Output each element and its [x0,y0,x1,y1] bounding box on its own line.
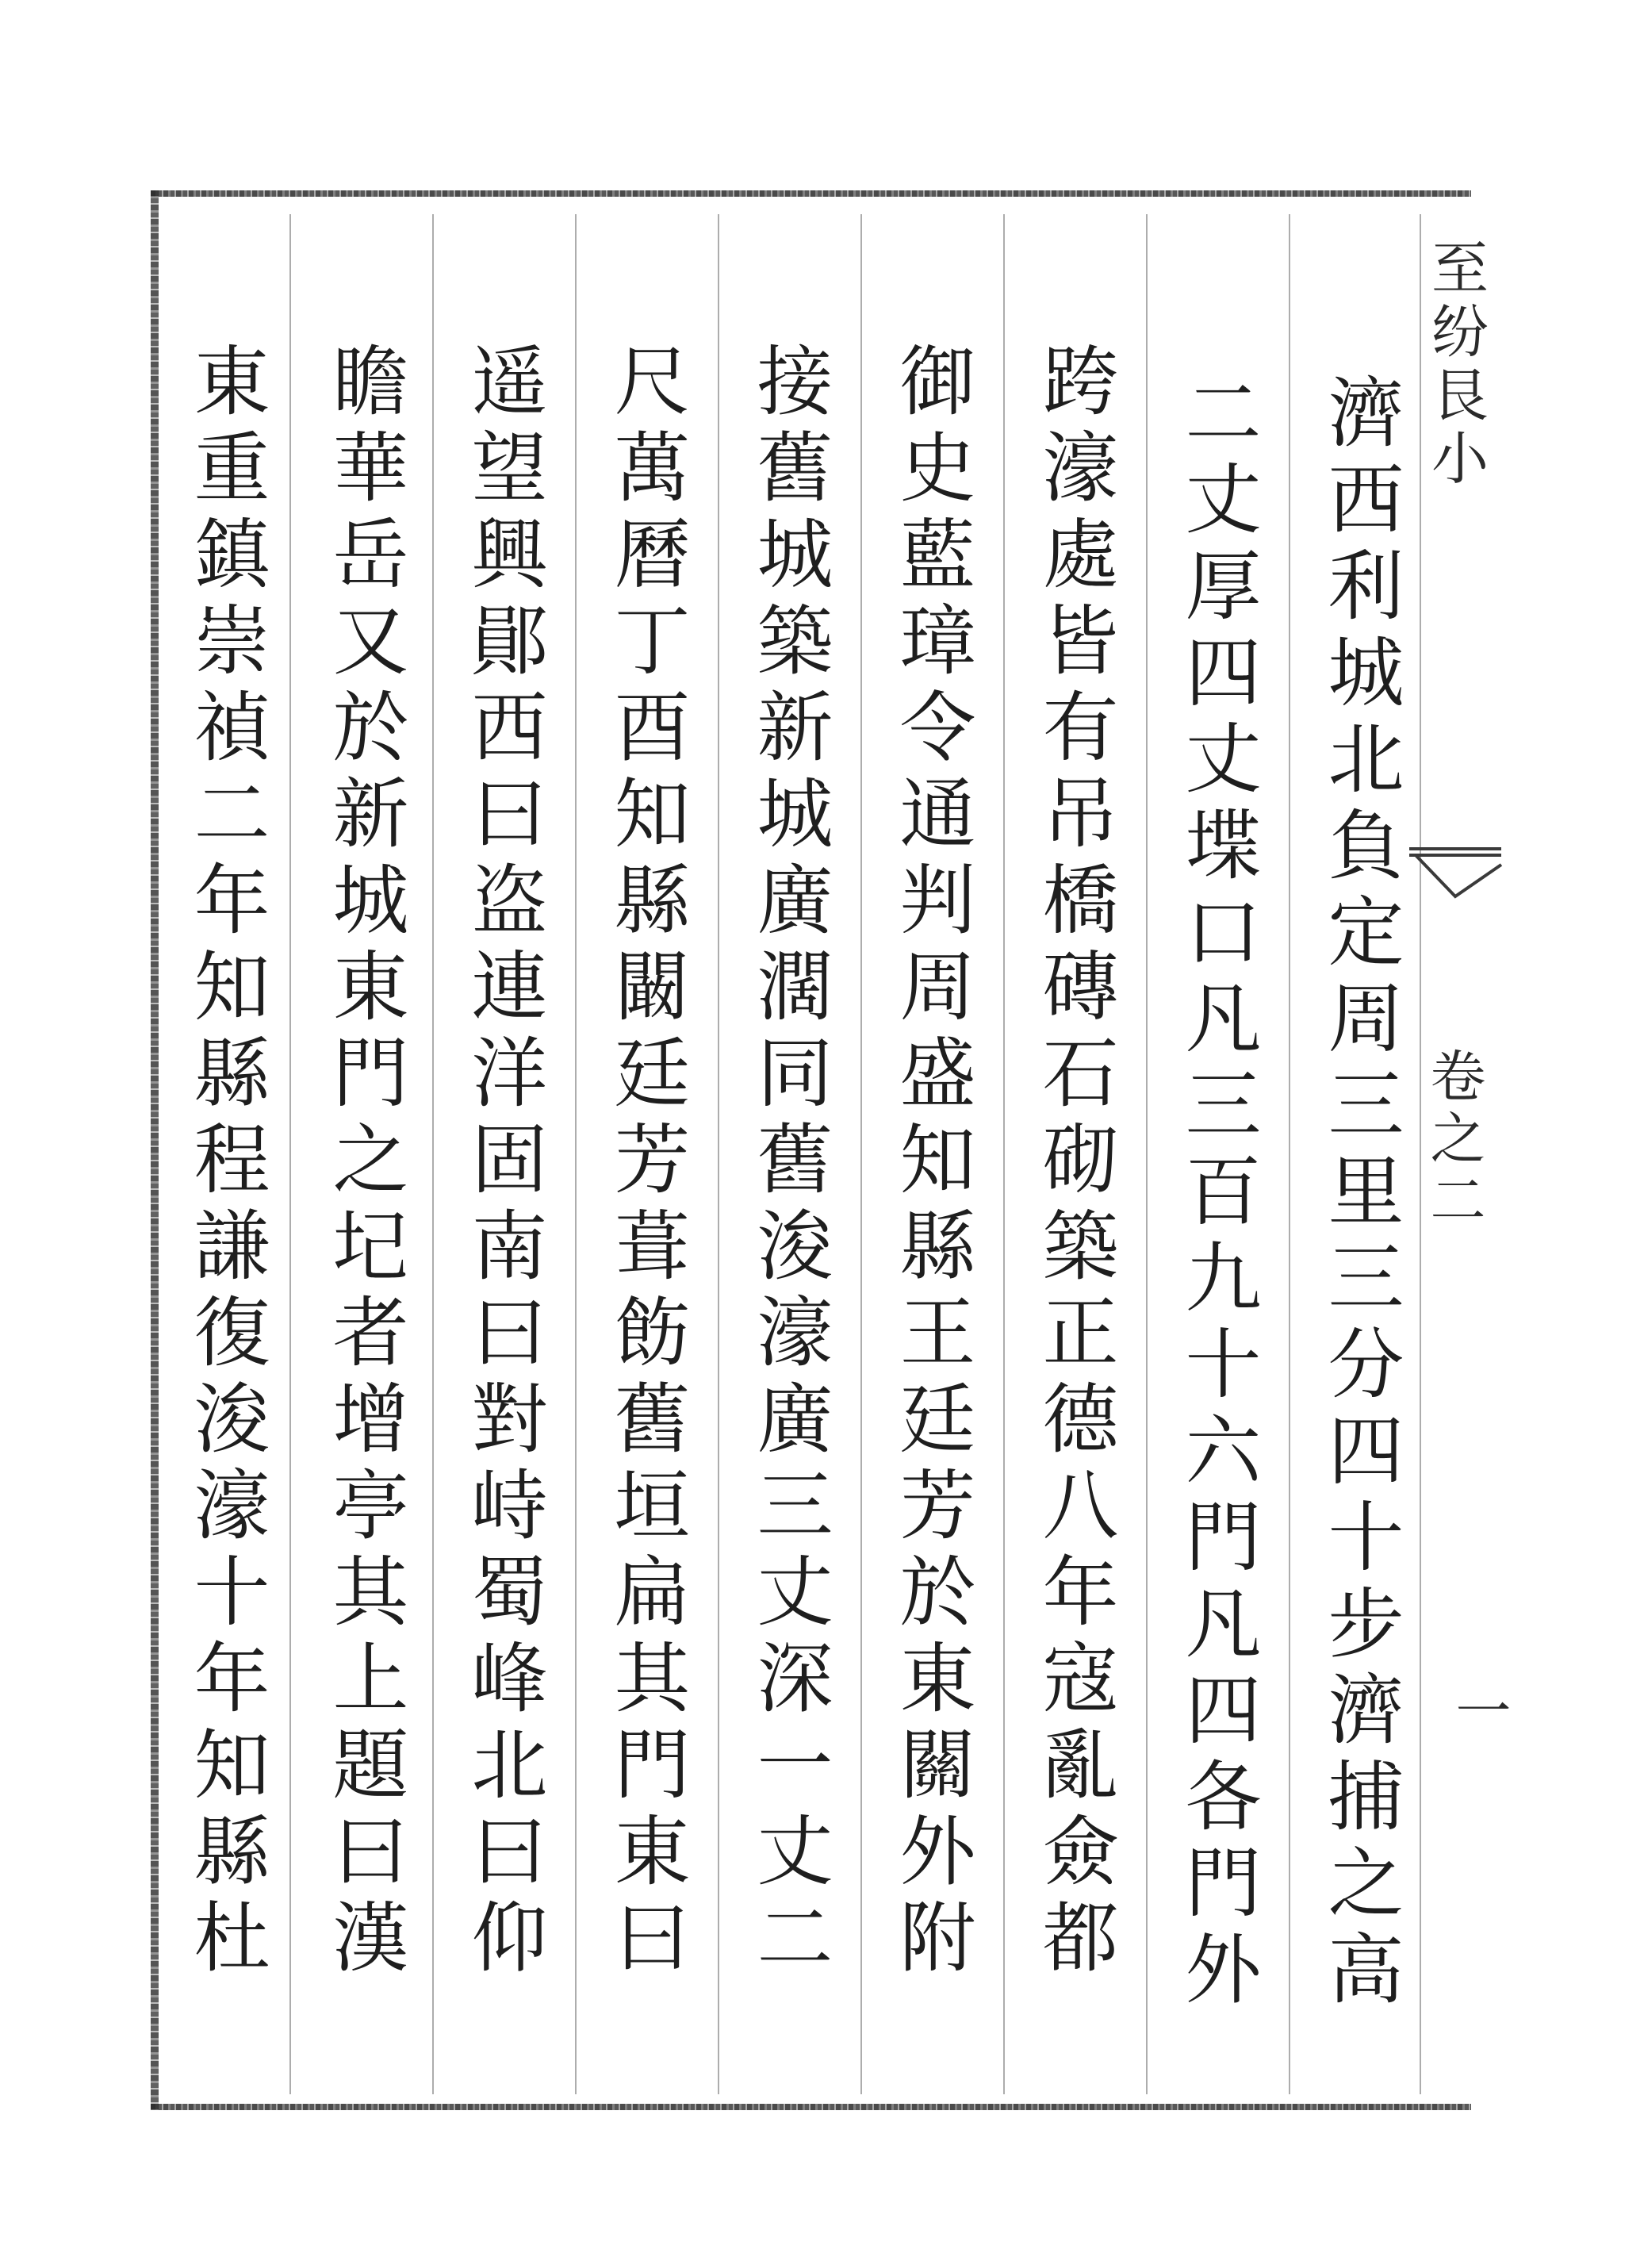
column-divider [289,214,291,2094]
fish-tail-ornament [1408,841,1503,912]
column-divider [860,214,862,2094]
text-column-8: 瞻華岳又於新城東門之圮者增亭其上題曰漢 [320,341,409,1984]
text-column-6: 尺萬曆丁酉知縣闞廷芳葺飭舊垣扁其門東曰 [602,341,691,1984]
column-divider [575,214,577,2094]
frame-top-border [151,190,1471,197]
column-divider [432,214,434,2094]
column-divider [1003,214,1005,2094]
leaf-number: 一 [1447,1682,1512,1737]
column-divider [1146,214,1148,2094]
text-column-5: 接舊城築新城廣濶同舊浚濠廣三丈深一丈二 [745,341,833,1984]
margin-volume: 卷之二 [1421,1047,1486,1233]
text-column-4: 御史藍璋令通判周盛知縣王廷芳於東關外附 [887,341,976,1984]
text-column-3: 跨濠處皆有吊橋磚石砌築正德八年寇亂僉都 [1030,341,1119,1984]
text-column-7: 遥望興鄖西曰盗連洋固南曰對峙蜀峰北曰仰 [459,341,548,1984]
text-column-1: 濟西利城北負定周三里三分四十步濟捕之高 [1316,373,1404,2016]
frame-left-border [151,190,159,2110]
column-divider [718,214,719,2094]
text-column-9: 東重鎮崇禎二年知縣程謙復浚濠十年知縣杜 [182,341,270,1984]
text-column-2: 二丈厚四丈堞口凡三百九十六門凡四各門外 [1173,373,1262,2016]
margin-strip [1408,190,1511,2110]
frame-bottom-border [151,2104,1471,2110]
column-divider [1289,214,1290,2094]
margin-title: 至纷艮小 [1422,238,1489,492]
